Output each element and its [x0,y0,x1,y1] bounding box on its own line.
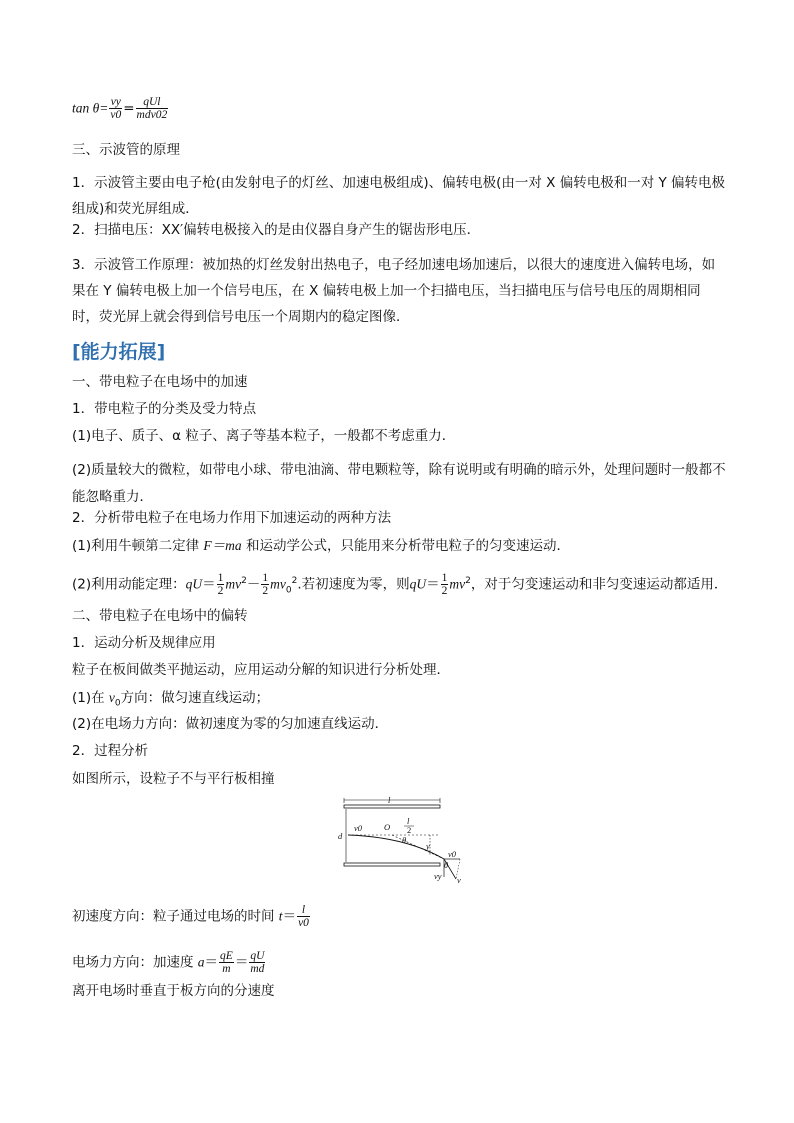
fraction-half: $\frac{1}{2}$ [441,572,448,598]
ability-heading: [能力拓展] [72,341,166,363]
label-v0-right: v0 [448,849,457,859]
s2-2a: 如图所示，设粒子不与平行板相撞 [72,771,275,787]
label-half-num: l [407,816,410,826]
label-half-den: 2 [407,825,412,835]
fraction-qul-mdv02: $\frac{\text{qUl}}{\text{mdv02}}$ [136,96,168,122]
eq-lhs: tan θ= [72,100,109,116]
s1-1: 1．带电粒子的分类及受力特点 [72,401,257,417]
tan-theta-equation: tan θ= $\frac{vy}{v0}$ = $\frac{\text{qUl}}{\text{mdv02}}$ [72,96,168,122]
section3-title: 三、示波管的原理 [72,142,180,158]
s2-2: 2．过程分析 [72,743,149,759]
fraction-half: $\frac{1}{2}$ [217,572,224,598]
fraction-vy-v0: $\frac{vy}{v0}$ [110,96,122,122]
s2-title: 二、带电粒子在电场中的偏转 [72,608,248,624]
deflection-diagram [336,797,466,887]
label-v0: v0 [354,823,363,833]
label-O: O [384,822,391,832]
s2-1: 1．运动分析及规律应用 [72,635,216,651]
field-force-direction: 电场力方向：加速度 a＝ $\frac{qE}{m}$ ＝ $\frac{qU}{md}$ [72,950,265,976]
initial-velocity-direction: 初速度方向：粒子通过电场的时间 t＝ $\frac{l}{v0}$ [72,904,309,930]
label-vy: vy [434,871,442,881]
section3-p3: 3．示波管工作原理：被加热的灯丝发射出热电子，电子经加速电场加速后，以很大的速度进入偏转电场，如果在 Y 偏转电极上加一个信号电压，在 X 偏转电极上加一个扫描电压，当扫描电压与信号电压的周期相同时，荧光屏上就会得到信号电压一个周期内的稳定图像． [72,257,716,325]
s2-1a: 粒子在板间做类平抛运动，应用运动分解的知识进行分析处理． [72,662,450,678]
fraction-qe-m: $\frac{qE}{m}$ [220,950,233,976]
section3-p2: 2．扫描电压：XX′偏转电极接入的是由仪器自身产生的锯齿形电压． [72,222,481,238]
label-v: v [457,875,461,885]
s1-1a: (1)电子、质子、α 粒子、离子等基本粒子，一般都不考虑重力． [72,428,456,444]
label-d: d [338,831,343,841]
fraction-l-v0: $\frac{l}{v0}$ [298,904,309,930]
label-theta-right: θ [444,860,449,870]
fraction-qu-md: $\frac{qU}{md}$ [250,950,265,976]
label-y: y [426,841,430,851]
label-theta: θ [402,835,407,845]
s1-2a: (1)利用牛顿第二定律 F＝ma 和运动学公式，只能用来分析带电粒子的匀变速运动． [72,538,570,554]
s2-1b: (1)在 $v_0$方向：做匀速直线运动； [72,690,270,709]
s1-2: 2．分析带电粒子在电场力作用下加速运动的两种方法 [72,510,392,526]
section3-p1: 1．示波管主要由电子枪(由发射电子的灯丝、加速电极组成)、偏转电极(由一对 X 偏转电极和一对 Y 偏转电极组成)和荧光屏组成． [72,175,726,217]
s2-1c: (2)在电场力方向：做初速度为零的匀加速直线运动． [72,716,389,732]
s1-2b-energy-theorem: (2)利用动能定理：qU＝ $\frac{1}{2}$ $mv^2-$ $\frac{1}{2}$ $mv_0^2$.若初速度为零，则qU＝ $\frac{1}{2}$ $mv^2$，对于匀变速运动和非匀变速运动都适用． [72,572,728,598]
s1-1b: (2)质量较大的微粒，如带电小球、带电油滴、带电颗粒等，除有说明或有明确的暗示外，处理问题时一般都不能忽略重力． [72,462,726,505]
fraction-half: $\frac{1}{2}$ [262,572,269,598]
label-l: l [388,797,391,805]
s1-title: 一、带电粒子在电场中的加速 [72,374,248,390]
last-line: 离开电场时垂直于板方向的分速度 [72,983,275,999]
